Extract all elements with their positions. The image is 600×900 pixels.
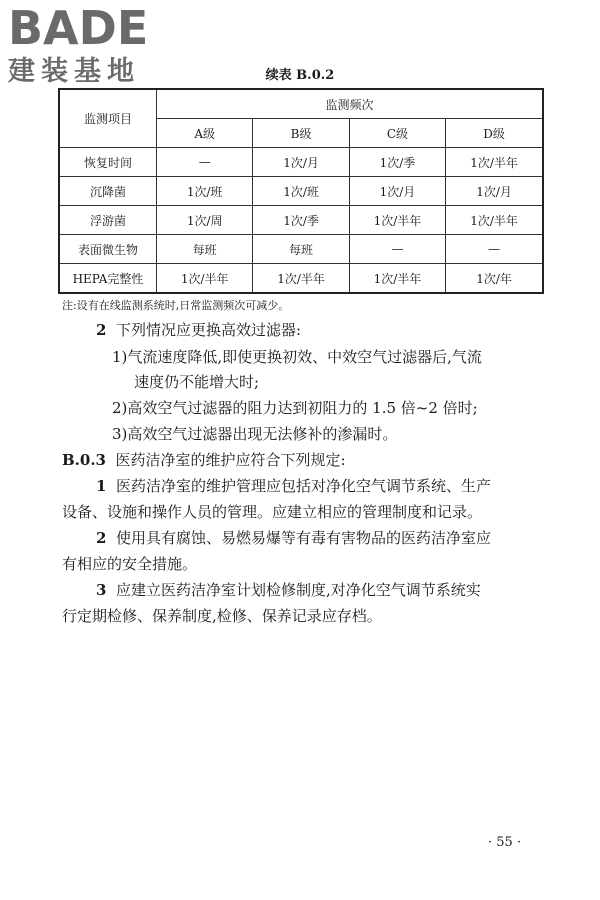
row-item-cell: 沉降菌 (59, 177, 157, 206)
logo-wordmark: BADE (8, 1, 149, 55)
table-row (59, 235, 543, 264)
grade-cell: D级 (446, 119, 543, 148)
row-item-cell: 浮游菌 (59, 206, 157, 235)
monitoring-frequency-table (58, 88, 544, 294)
item-text: 医药洁净室的维护管理应包括对净化空气调节系统、生产 (115, 477, 491, 495)
value-cell: 1次/年 (446, 264, 543, 294)
row-item-cell: HEPA完整性 (59, 264, 157, 294)
value-cell: 1次/季 (253, 206, 349, 235)
item-number: 1 (96, 477, 107, 495)
item-text: 应建立医药洁净室计划检修制度,对净化空气调节系统实 (115, 581, 481, 599)
value-cell: 1次/班 (253, 177, 349, 206)
item-number: 2 (96, 529, 107, 547)
item-2 (96, 318, 301, 342)
value-cell: — (157, 148, 253, 177)
table-row (59, 177, 543, 206)
value-cell: 每班 (253, 235, 349, 264)
value-cell: 1次/半年 (446, 206, 543, 235)
header-freq-cell: 监测频次 (157, 89, 544, 119)
sub-item-1-cont: 速度仍不能增大时; (134, 373, 260, 391)
table-caption: 续表 B.0.2 (265, 68, 335, 83)
page-number: · 55 · (488, 835, 522, 850)
row-item-cell: 恢复时间 (59, 148, 157, 177)
value-cell: 1次/季 (349, 148, 445, 177)
grade-cell: B级 (253, 119, 349, 148)
table-note: 注:设有在线监测系统时,日常监测频次可减少。 (62, 299, 290, 312)
header-item-cell: 监测项目 (59, 89, 157, 148)
clause-b03 (62, 448, 346, 472)
clause-number: B.0.3 (62, 451, 106, 469)
grade-cell: A级 (157, 119, 253, 148)
value-cell: 每班 (157, 235, 253, 264)
value-cell: 1次/周 (157, 206, 253, 235)
table-row (59, 148, 543, 177)
item-number: 3 (96, 581, 107, 599)
clause-text: 医药洁净室的维护应符合下列规定: (115, 451, 346, 469)
item-text: 使用具有腐蚀、易燃易爆等有毒有害物品的医药洁净室应 (115, 529, 491, 547)
sub-item-3: 3)高效空气过滤器出现无法修补的渗漏时。 (112, 425, 398, 443)
paragraph-2 (96, 526, 491, 550)
paragraph-1 (96, 474, 491, 498)
row-item-cell: 表面微生物 (59, 235, 157, 264)
value-cell: — (349, 235, 445, 264)
value-cell: 1次/月 (446, 177, 543, 206)
logo-subtitle: 建装基地 (8, 56, 140, 87)
value-cell: 1次/月 (349, 177, 445, 206)
paragraph-1-cont: 设备、设施和操作人员的管理。应建立相应的管理制度和记录。 (62, 503, 483, 521)
sub-item-2: 2)高效空气过滤器的阻力达到初阻力的 1.5 倍~2 倍时; (112, 399, 478, 417)
value-cell: 1次/月 (253, 148, 349, 177)
value-cell: — (446, 235, 543, 264)
table-row (59, 264, 543, 294)
table-row (59, 206, 543, 235)
sub-item-1: 1)气流速度降低,即使更换初效、中效空气过滤器后,气流 (112, 348, 482, 366)
item-text: 下列情况应更换高效过滤器: (115, 321, 302, 339)
paragraph-3-cont: 行定期检修、保养制度,检修、保养记录应存档。 (62, 607, 382, 625)
grade-cell: C级 (349, 119, 445, 148)
item-number: 2 (96, 321, 107, 339)
value-cell: 1次/半年 (349, 206, 445, 235)
value-cell: 1次/半年 (446, 148, 543, 177)
table-header-row (59, 89, 543, 119)
value-cell: 1次/半年 (349, 264, 445, 294)
paragraph-2-cont: 有相应的安全措施。 (62, 555, 198, 573)
value-cell: 1次/班 (157, 177, 253, 206)
value-cell: 1次/半年 (157, 264, 253, 294)
paragraph-3 (96, 578, 481, 602)
value-cell: 1次/半年 (253, 264, 349, 294)
